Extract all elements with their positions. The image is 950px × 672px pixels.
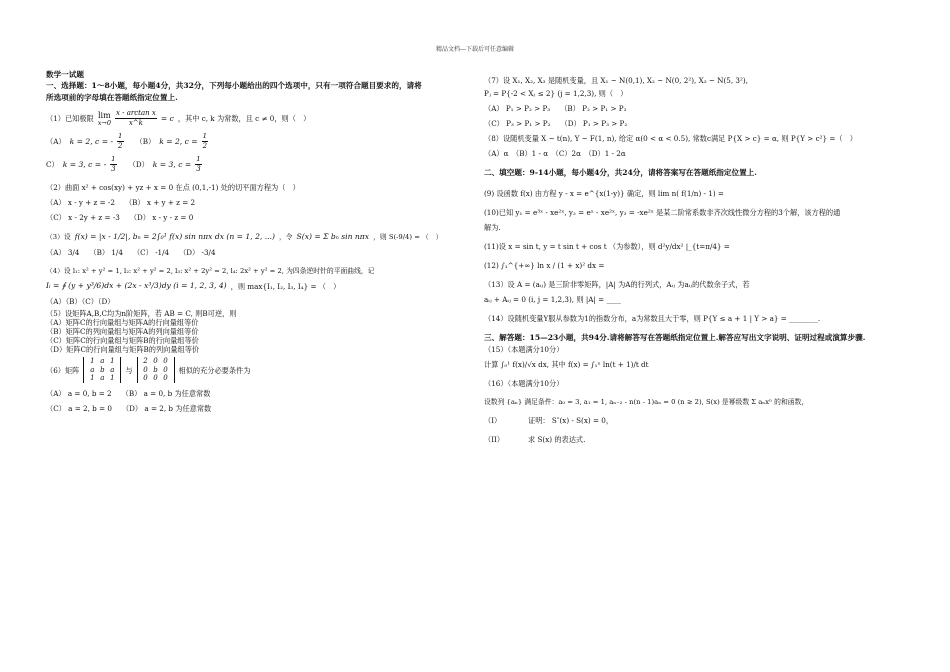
question-4: （4）设 l₁: x² + y² = 1, l₂: x² + y² = 2, l₃: x² + 2y² = 2, l₄: 2x² + y² = 2, 为四条逆时针的平面曲线，记 (46, 266, 375, 275)
section-1-heading-cont: 所选项前的字母填在答题纸指定位置上. (46, 92, 178, 102)
q1-options-ab: （A） k = 2, c = - $\frac{1}{2}$ （B） k = 2, c = $\frac{1}{2}$ (46, 133, 208, 151)
question-11: (11)设 x = sin t, y = t sin t + cos t （为参数），则 d²y/dx² |_{t=π/4} = (484, 242, 730, 252)
paper-title: 数学一试题 (46, 70, 84, 79)
q1-option-a: k = 2, c = - (69, 137, 114, 147)
q2-options-ab (46, 198, 466, 207)
q3-option-a: （A） 3/4 (46, 247, 80, 257)
q6-matrix-1: 1 a 1 a b a 1 a 1 (83, 357, 121, 383)
q5-option-b: （B）矩阵C的列向量组与矩阵A的列向量组等价 (46, 326, 199, 336)
question-15: （15）（本题满分10分） (484, 344, 564, 354)
q6-option-a: （A） a = 0, b = 2 (46, 389, 112, 399)
q3-series: S(x) = Σ bₙ sin nπx (296, 232, 370, 242)
q2-option-a: （A） x - y + z = -2 (46, 198, 115, 208)
q6-option-b: （B） a = 0, b 为任意常数 (121, 389, 211, 399)
q5-option-c: （C）矩阵C的行向量组与矩阵B的行向量组等价 (46, 335, 199, 345)
question-13-cont: aᵢⱼ + Aᵢⱼ = 0 (i, j = 1,2,3), 则 |A| = ____ (484, 295, 621, 305)
q16-part-2: （II） 求 S(x) 的表达式. (484, 435, 586, 445)
q8-options: （A）α （B）1 - α （C）2α （D）1 - 2α (484, 149, 626, 158)
question-2: （2）曲面 x² + cos(xy) + yz + x = 0 在点 (0,1,-1) 处的切平面方程为（ ） (46, 183, 300, 193)
question-16: （16）（本题满分10分） (484, 378, 564, 388)
question-7: （7）设 X₁, X₂, X₃ 是随机变量，且 X₁ ~ N(0,1), X₂ ~ N(0, 2²), X₃ ~ N(5, 3²), (484, 76, 748, 85)
q2-option-c: （C） x - 2y + z = -3 (46, 213, 120, 223)
q3-definition: f(x) = |x - 1/2|, bₙ = 2∫₀¹ f(x) sin nπx dx (n = 1, 2, ...) (74, 232, 275, 242)
q7-options-ab (484, 104, 904, 113)
page-header: 精品文档---下载后可任意编辑 (435, 46, 515, 53)
q4-integral-line: Iᵢ = ∮ (y + y³/6)dx + (2x - x³/3)dy (i = 1, 2, 3, 4) ，则 max{I₁, I₂, I₃, I₄} = （ ） (46, 281, 341, 291)
question-8: （8）设随机变量 X ~ t(n), Y ~ F(1, n), 给定 α(0 < α < 0.5), 常数c满足 P{X > c} = α, 则 P{Y > c²} =（ ） (484, 134, 857, 143)
right-column (484, 70, 904, 444)
q6-option-c: （C） a = 2, b = 0 (46, 404, 112, 414)
question-16-body: 设数列 {aₙ} 满足条件：a₀ = 3, a₁ = 1, aₙ₋₂ - n(n - 1)aₙ = 0 (n ≥ 2), S(x) 是幂级数 Σ aₙxⁿ 的和函数， (484, 397, 809, 406)
question-3: （3）设 f(x) = |x - 1/2|, bₙ = 2∫₀¹ f(x) sin nπx dx (n = 1, 2, ...) ，令 S(x) = Σ bₙ sin nπx ，则 S(-9/4) = （ ） (46, 232, 443, 242)
q3-option-c: （C） -1/4 (132, 247, 170, 257)
question-14: （14）设随机变量Y服从参数为1的指数分布，a为常数且大于零，则 P{Y ≤ a + 1 | Y > a} = ________. (484, 314, 821, 324)
q1-fraction: $\frac{\text{x - arctan x}}{x\^{}k}$ (115, 110, 156, 128)
question-1: （1）已知极限 lim x→0 $\frac{\text{x - arctan x}}{x\^{}k}$ = c ，其中 c, k 为常数，且 c ≠ 0，则（ ） (46, 110, 311, 128)
q7-option-a: （A） P₁ > P₂ > P₃ (484, 104, 551, 113)
q1-limit: lim x→0 (97, 110, 111, 127)
question-12: (12) ∫₁^{+∞} ln x / (1 + x)² dx = (484, 261, 605, 271)
q6-options-cd (46, 404, 466, 413)
q7-options-cd (484, 119, 904, 128)
left-column (46, 70, 466, 413)
q4-integral: Iᵢ = ∮ (y + y³/6)dx + (2x - x³/3)dy (i = 1, 2, 3, 4) (46, 281, 227, 291)
q6-options-ab (46, 389, 466, 398)
q16-part-1: （I） 证明： S″(x) - S(x) = 0， (484, 416, 614, 426)
q3-option-d: （D） -3/4 (179, 247, 216, 257)
section-2-heading: 二、填空题：9-14小题，每小题4分，共24分，请将答案写在答题纸指定位置上. (484, 168, 757, 177)
q2-options-cd (46, 213, 466, 222)
q6-option-d: （D） a = 2, b 为任意常数 (121, 404, 212, 414)
q2-option-b: （B） x + y + z = 2 (124, 198, 196, 208)
q1-option-d: k = 3, c = (152, 160, 192, 170)
q5-option-a: （A）矩阵C的行向量组与矩阵A的行向量组等价 (46, 317, 199, 327)
q5-option-d: （D）矩阵C的行向量组与矩阵B的列向量组等价 (46, 344, 200, 354)
q7-option-c: （C） P₃ > P₁ > P₂ (484, 119, 551, 128)
section-1-heading: 一、选择题：1～8小题，每小题4分，共32分，下列每小题给出的四个选项中，只有一项符合题目要求的，请将 (46, 81, 422, 91)
q6-matrix-2: 2 0 0 0 b 0 0 0 0 (137, 357, 175, 383)
q1-option-c: k = 3, c = - (62, 160, 107, 170)
q3-option-b: （B） 1/4 (89, 247, 123, 257)
question-10: (10)已知 y₁ = e³ˣ - xe²ˣ, y₂ = eˣ - xe²ˣ, y₃ = -xe²ˣ 是某二阶常系数非齐次线性微分方程的3个解，该方程的通 (484, 208, 841, 218)
q4-options: （A）（B）（C）（D） (46, 296, 115, 306)
q2-option-d: （D） x - y - z = 0 (129, 213, 194, 223)
q7-option-b: （B） P₂ > P₁ > P₃ (560, 104, 627, 113)
q3-options (46, 248, 466, 257)
question-15-body: 计算 ∫₀¹ f(x)/√x dx, 其中 f(x) = ∫₁ˣ ln(t + 1)/t dt (484, 359, 649, 369)
q1-option-b: k = 2, c = (159, 137, 198, 147)
section-3-heading: 三、解答题：15—23小题，共94分.请将解答写在答题纸指定位置上.解答应写出文字说明、证明过程或演算步骤. (484, 333, 866, 343)
question-7-cont: Pⱼ = P{-2 < Xⱼ ≤ 2} (j = 1,2,3), 则（ ） (484, 89, 628, 98)
q7-option-d: （D） P₁ > P₃ > P₂ (560, 119, 628, 128)
q1-options-cd: C） k = 3, c = - $\frac{1}{3}$ （D） k = 3, c = $\frac{1}{3}$ (46, 156, 201, 174)
question-13: （13）设 A = (aᵢⱼ) 是三阶非零矩阵，|A| 为A的行列式，Aᵢⱼ 为aᵢⱼ的代数余子式，若 (484, 280, 750, 290)
question-6: （6）矩阵 1 a 1 a b a 1 a 1 与 2 0 0 0 b 0 0 0 0 相似的充分必要条件为 (46, 356, 251, 383)
question-5: （5）设矩阵A,B,C均为n阶矩阵，若 AB = C, 则B可逆，则 (46, 308, 237, 318)
question-9: (9) 设函数 f(x) 由方程 y - x = e^{x(1-y)} 确定，则 lim n( f(1/n) - 1) = (484, 189, 724, 199)
question-10-cont: 解为. (484, 223, 501, 233)
